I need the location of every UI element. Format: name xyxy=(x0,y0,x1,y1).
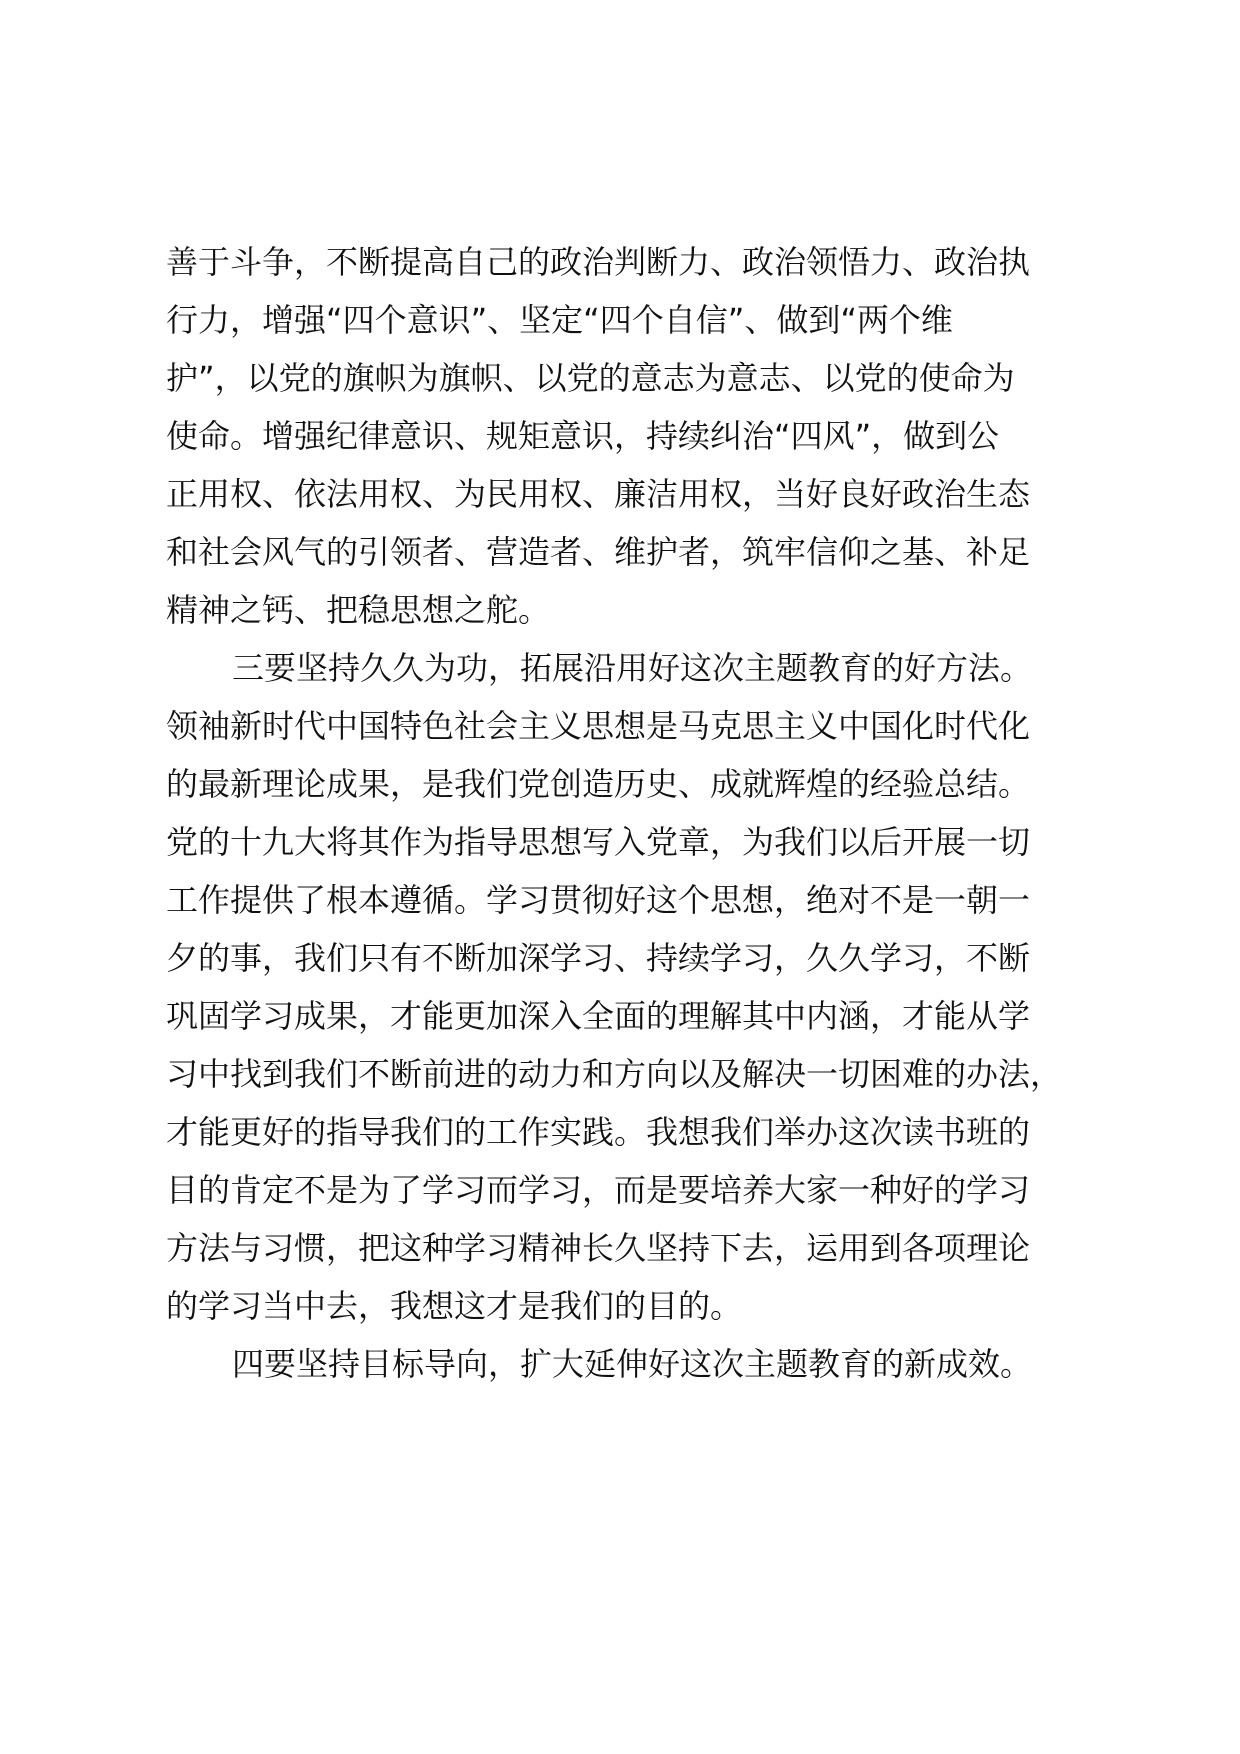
paragraph-heading-line: 三要坚持久久为功，拓展沿用好这次主题教育的好方法。 xyxy=(232,649,1033,687)
text-line: 的最新理论成果，是我们党创造历史、成就辉煌的经验总结。 xyxy=(166,765,1031,803)
text-line: 夕的事，我们只有不断加深学习、持续学习，久久学习，不断 xyxy=(166,939,1031,977)
text-line: 工作提供了根本遵循。学习贯彻好这个思想，绝对不是一朝一 xyxy=(166,881,1031,919)
text-line: 护”，以党的旗帜为旗帜、以党的意志为意志、以党的使命为 xyxy=(166,359,1015,397)
text-line: 和社会风气的引领者、营造者、维护者，筑牢信仰之基、补足 xyxy=(166,533,1031,571)
text-line: 目的肯定不是为了学习而学习，而是要培养大家一种好的学习 xyxy=(166,1171,1031,1209)
text-line: 才能更好的指导我们的工作实践。我想我们举办这次读书班的 xyxy=(166,1113,1031,1151)
text-line: 党的十九大将其作为指导思想写入党章，为我们以后开展一切 xyxy=(166,823,1031,861)
text-line: 行力，增强“四个意识”、坚定“四个自信”、做到“两个维 xyxy=(166,301,953,339)
text-line: 习中找到我们不断前进的动力和方向以及解决一切困难的办法， xyxy=(166,1055,1063,1093)
text-line: 巩固学习成果，才能更加深入全面的理解其中内涵，才能从学 xyxy=(166,997,1031,1035)
text-line: 使命。增强纪律意识、规矩意识，持续纠治“四风”，做到公 xyxy=(166,417,1000,455)
text-line: 的学习当中去，我想这才是我们的目的。 xyxy=(166,1287,743,1325)
text-line: 方法与习惯，把这种学习精神长久坚持下去，运用到各项理论 xyxy=(166,1229,1031,1267)
paragraph-heading-line: 四要坚持目标导向，扩大延伸好这次主题教育的新成效。 xyxy=(232,1345,1033,1383)
text-line: 善于斗争，不断提高自己的政治判断力、政治领悟力、政治执 xyxy=(166,243,1031,281)
text-line: 精神之钙、把稳思想之舵。 xyxy=(166,591,551,629)
text-line: 正用权、依法用权、为民用权、廉洁用权，当好良好政治生态 xyxy=(166,475,1031,513)
text-line: 领袖新时代中国特色社会主义思想是马克思主义中国化时代化 xyxy=(166,707,1031,745)
